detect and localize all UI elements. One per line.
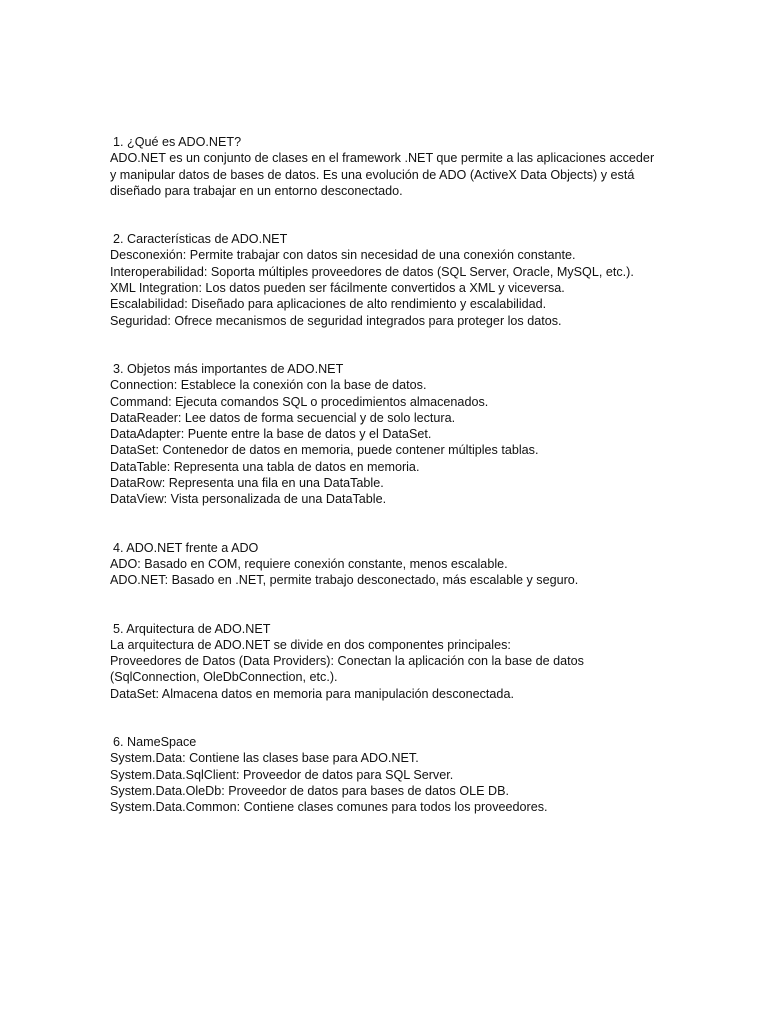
list-item: DataAdapter: Puente entre la base de datos y el DataSet. xyxy=(110,427,432,442)
section-important-objects xyxy=(110,361,710,508)
list-item: DataRow: Representa una fila en una DataTable. xyxy=(110,476,384,491)
list-item: Interoperabilidad: Soporta múltiples proveedores de datos (SQL Server, Oracle, MySQL, etc.). xyxy=(110,264,634,279)
section-heading: 6. NameSpace xyxy=(113,735,197,750)
list-item: System.Data.OleDb: Proveedor de datos para bases de datos OLE DB. xyxy=(110,783,510,798)
paragraph-line: diseñado para trabajar en un entorno desconectado. xyxy=(110,183,403,198)
section-heading: 5. Arquitectura de ADO.NET xyxy=(113,621,271,636)
list-item: Command: Ejecuta comandos SQL o procedimientos almacenados. xyxy=(110,394,489,409)
list-item: DataView: Vista personalizada de una DataTable. xyxy=(110,492,387,507)
list-item: Connection: Establece la conexión con la base de datos. xyxy=(110,378,427,393)
list-item: System.Data: Contiene las clases base para ADO.NET. xyxy=(110,751,419,766)
section-adonet-vs-ado xyxy=(110,540,710,589)
section-heading: 2. Características de ADO.NET xyxy=(113,232,288,247)
section-architecture xyxy=(110,621,710,702)
paragraph-line: (SqlConnection, OleDbConnection, etc.). xyxy=(110,670,338,685)
paragraph-line: y manipular datos de bases de datos. Es una evolución de ADO (ActiveX Data Objects) y está xyxy=(110,167,635,182)
section-heading: 1. ¿Qué es ADO.NET? xyxy=(113,135,242,149)
list-item: ADO: Basado en COM, requiere conexión constante, menos escalable. xyxy=(110,556,508,571)
paragraph-line: DataSet: Almacena datos en memoria para manipulación desconectada. xyxy=(110,686,514,701)
list-item: ADO.NET: Basado en .NET, permite trabajo desconectado, más escalable y seguro. xyxy=(110,573,579,588)
section-characteristics xyxy=(110,231,710,329)
list-item: Escalabilidad: Diseñado para aplicaciones de alto rendimiento y escalabilidad. xyxy=(110,297,547,312)
paragraph-line: ADO.NET es un conjunto de clases en el framework .NET que permite a las aplicaciones acceder xyxy=(110,151,655,166)
document-page xyxy=(110,134,710,816)
list-item: XML Integration: Los datos pueden ser fácilmente convertidos a XML y viceversa. xyxy=(110,281,565,296)
section-heading: 3. Objetos más importantes de ADO.NET xyxy=(113,361,344,376)
list-item: Seguridad: Ofrece mecanismos de seguridad integrados para proteger los datos. xyxy=(110,313,562,328)
list-item: Desconexión: Permite trabajar con datos sin necesidad de una conexión constante. xyxy=(110,248,576,263)
list-item: DataSet: Contenedor de datos en memoria, puede contener múltiples tablas. xyxy=(110,443,539,458)
paragraph-line: La arquitectura de ADO.NET se divide en dos componentes principales: xyxy=(110,637,511,652)
list-item: DataTable: Representa una tabla de datos en memoria. xyxy=(110,459,420,474)
paragraph-line: Proveedores de Datos (Data Providers): Conectan la aplicación con la base de datos xyxy=(110,654,584,669)
section-what-is-adonet xyxy=(110,134,710,199)
list-item: System.Data.Common: Contiene clases comunes para todos los proveedores. xyxy=(110,800,548,815)
list-item: DataReader: Lee datos de forma secuencial y de solo lectura. xyxy=(110,410,456,425)
list-item: System.Data.SqlClient: Proveedor de datos para SQL Server. xyxy=(110,767,454,782)
section-heading: 4. ADO.NET frente a ADO xyxy=(113,540,259,555)
section-namespace xyxy=(110,734,710,815)
